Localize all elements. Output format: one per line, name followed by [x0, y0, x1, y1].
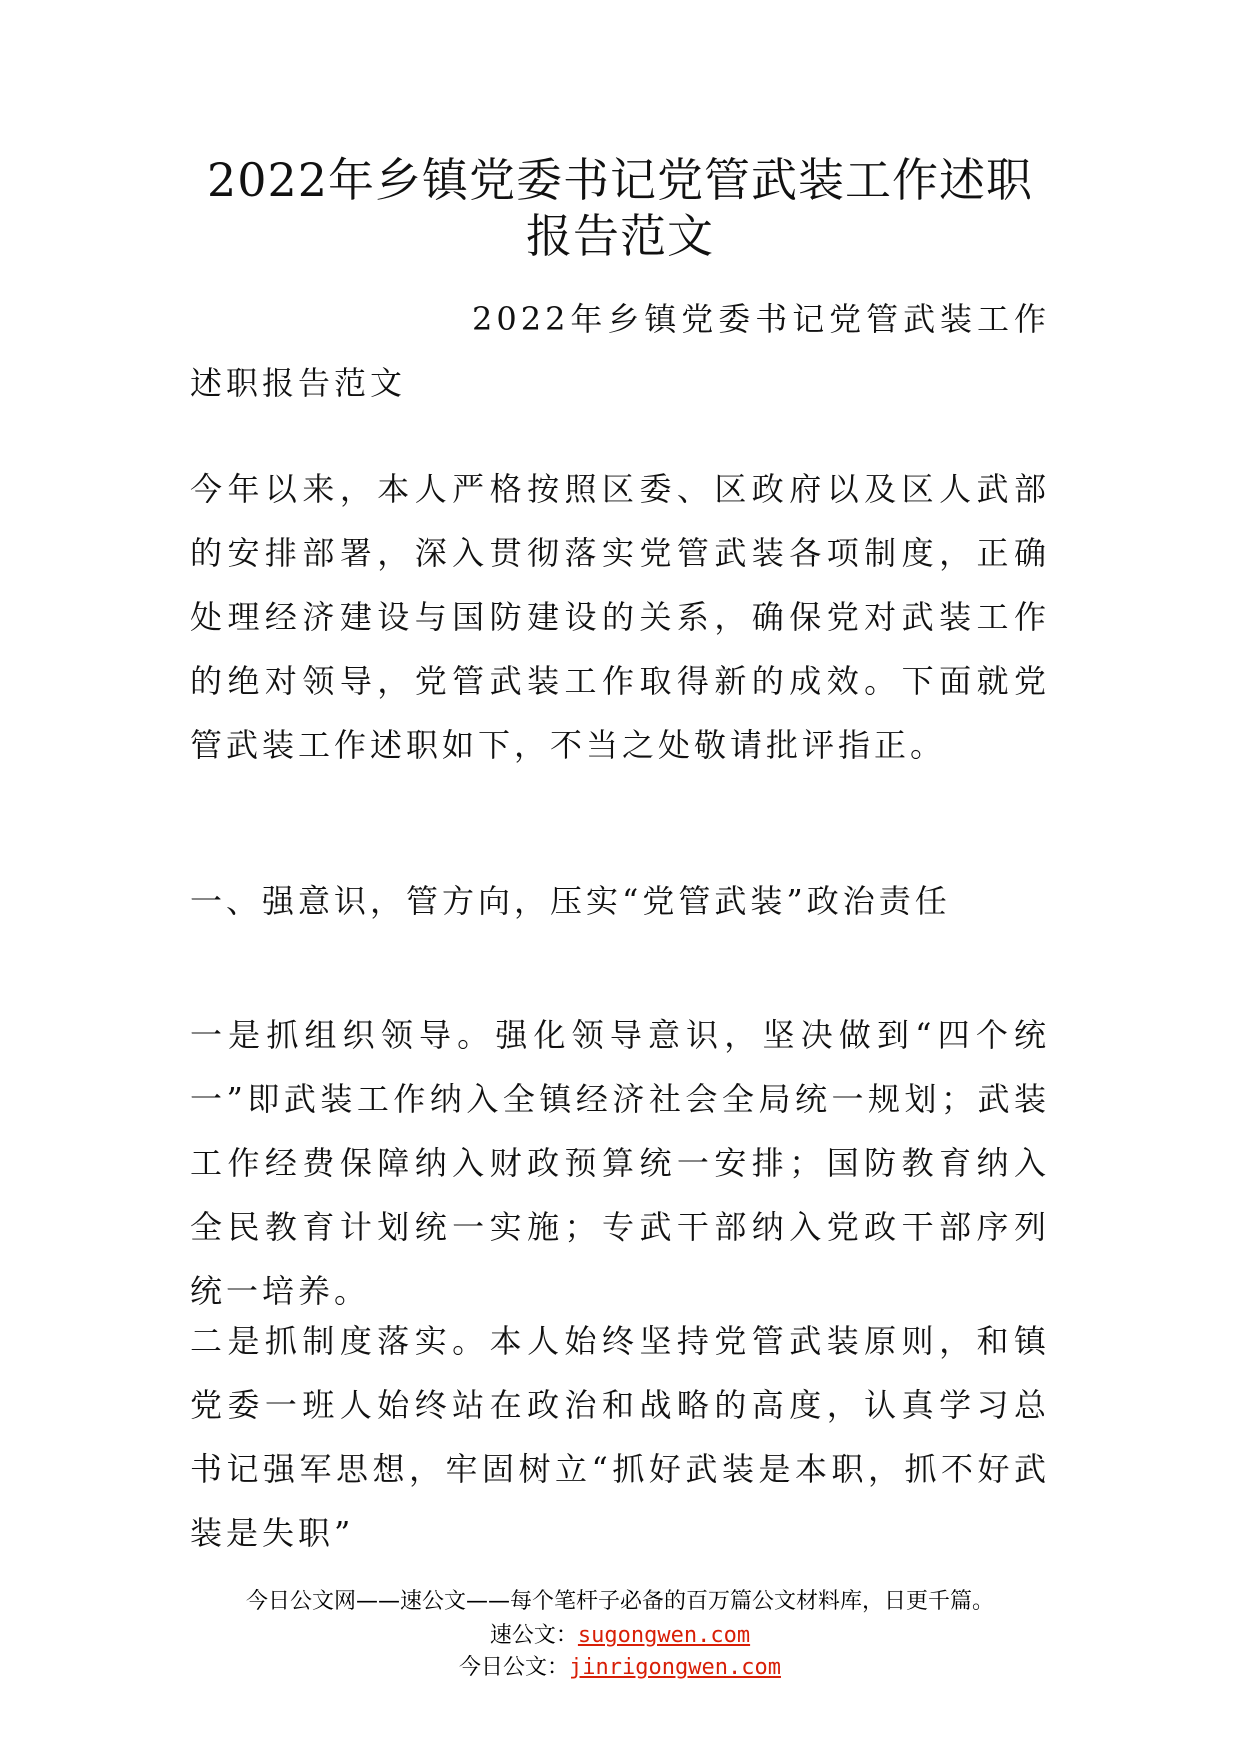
- footer-label-jinrigongwen: 今日公文：: [459, 1655, 570, 1680]
- document-title: 2022年乡镇党委书记党管武装工作述职报告范文: [206, 153, 1034, 263]
- jinrigongwen-link[interactable]: jinrigongwen.com: [569, 1655, 781, 1680]
- document-subtitle: 2022年乡镇党委书记党管武装工作述职报告范文: [190, 300, 1050, 402]
- sugongwen-link[interactable]: sugongwen.com: [577, 1623, 751, 1648]
- footer-slogan: 今日公文网——速公文——每个笔杆子必备的百万篇公文材料库，日更千篇。: [245, 1589, 994, 1614]
- footer-line-jinrigongwen: [150, 1652, 1090, 1684]
- footer-line-sugongwen: [150, 1620, 1090, 1652]
- intro-paragraph: 今年以来，本人严格按照区委、区政府以及区人武部的安排部署，深入贯彻落实党管武装各项制度，正确处理经济建设与国防建设的关系，确保党对武装工作的绝对领导，党管武装工作取得新的成效。下面就党管武装工作述职如下，不当之处敬请批评指正。: [190, 470, 1050, 764]
- paragraph-point-2: 二是抓制度落实。本人始终坚持党管武装原则，和镇党委一班人始终站在政治和战略的高度，认真学习总书记强军思想，牢固树立“抓好武装是本职，抓不好武装是失职”: [190, 1322, 1050, 1552]
- section-heading: 一、强意识，管方向，压实“党管武装”政治责任: [190, 882, 951, 920]
- paragraph-point-1: 一是抓组织领导。强化领导意识，坚决做到“四个统一”即武装工作纳入全镇经济社会全局统一规划；武装工作经费保障纳入财政预算统一安排；国防教育纳入全民教育计划统一实施；专武干部纳入党政干部序列统一培养。: [190, 1016, 1050, 1310]
- footer-label-sugongwen: 速公文：: [489, 1623, 578, 1648]
